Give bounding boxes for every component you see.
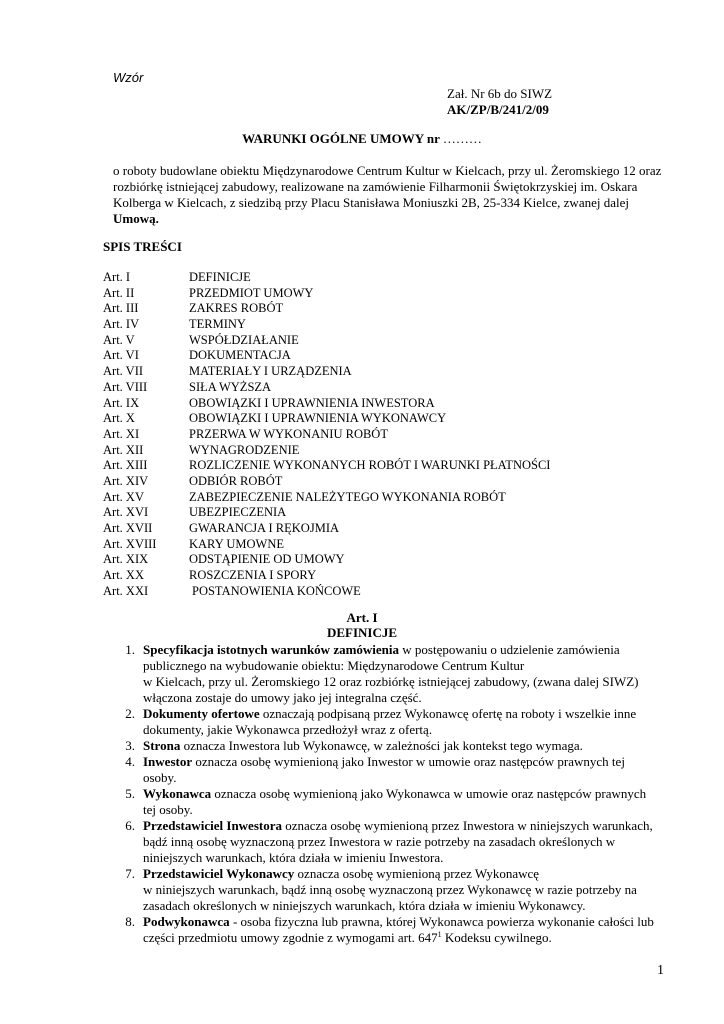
toc-item — [103, 537, 623, 553]
article-name: DEFINICJE — [326, 625, 398, 640]
definition-item — [113, 642, 658, 706]
toc-item-number: Art. X — [103, 411, 135, 426]
toc-item — [103, 443, 623, 459]
toc-item-title: SIŁA WYŻSZA — [189, 379, 272, 394]
toc-item — [103, 270, 623, 286]
definition-term: Przedstawiciel Wykonawcy — [143, 866, 295, 881]
toc-item-number: Art. XVIII — [103, 536, 157, 551]
toc-item-title: OBOWIĄZKI I UPRAWNIENIA WYKONAWCY — [189, 411, 447, 426]
toc-item — [103, 490, 623, 506]
toc-heading: SPIS TREŚCI — [103, 239, 182, 254]
toc-item-number: Art. XIII — [103, 458, 148, 473]
definition-text: oznacza Inwestora lub Wykonawcę, w zależności jak kontekst tego wymaga. — [180, 738, 583, 753]
intro-paragraph — [113, 163, 668, 227]
definition-item — [113, 866, 658, 914]
toc-item-title: ZAKRES ROBÓT — [189, 301, 284, 316]
definition-text: oznacza osobę wymienioną przez Inwestora w niniejszych warunkach, bądź inną osobę wyznaczoną przez Inwestora w razie potrzeby na zasadach określonych w niniejszych warunkach, która działa w imieniu Inwestora. — [143, 818, 653, 865]
definition-continuation: w Kielcach, przy ul. Żeromskiego 12 oraz rozbiórkę istniejącej zabudowy, (zwana dalej SIWZ) włączona zostaje do umowy jako jej integralna część. — [143, 674, 639, 705]
toc-item — [103, 364, 623, 380]
toc-item-number: Art. VIII — [103, 379, 148, 394]
page-number: 1 — [657, 963, 664, 978]
intro-text: o roboty budowlane obiektu Międzynarodowe Centrum Kultur w Kielcach, przy ul. Żeromskiego 12 oraz rozbiórkę istniejącej zabudowy, realizowane na zamówienie Filharmonii Świętokrzyskiej im. Oskara Kolberga w Kielcach, z siedzibą przy Placu Stanisława Moniuszki 2B, 25-334 Kielce, zwanej dalej — [113, 163, 662, 210]
toc-item-number: Art. XIV — [103, 473, 149, 488]
toc-item-title: ODSTĄPIENIE OD UMOWY — [189, 552, 345, 567]
toc-item — [103, 584, 623, 600]
toc-item-title: MATERIAŁY I URZĄDZENIA — [189, 364, 352, 379]
toc-item-title: DOKUMENTACJA — [189, 348, 291, 363]
definition-text: oznacza osobę wymienioną przez Wykonawcę — [294, 866, 540, 881]
toc-item-title: ZABEZPIECZENIE NALEŻYTEGO WYKONANIA ROBÓT — [189, 489, 506, 504]
definition-number: 5. — [125, 786, 135, 801]
toc-item — [103, 521, 623, 537]
toc-item-title: GWARANCJA I RĘKOJMIA — [189, 521, 340, 535]
title-text: WARUNKI OGÓLNE UMOWY nr — [242, 131, 440, 146]
definition-number: 1. — [125, 642, 135, 657]
toc-item-number: Art. XVII — [103, 521, 153, 535]
intro-bold: Umową. — [113, 211, 159, 226]
definition-item — [113, 818, 658, 866]
definition-item — [113, 706, 658, 738]
definition-text: oznacza osobę wymienioną jako Wykonawca w umowie oraz następców prawnych tej osoby. — [143, 786, 647, 817]
toc-item — [103, 568, 623, 584]
toc-item — [103, 458, 623, 474]
toc-item-number: Art. XIX — [103, 552, 149, 567]
toc-item-title: PRZERWA W WYKONANIU ROBÓT — [189, 426, 388, 441]
toc-item-title: WSPÓŁDZIAŁANIE — [189, 332, 299, 347]
toc-item-number: Art. III — [103, 301, 139, 316]
toc-item — [103, 427, 623, 443]
table-of-contents — [103, 270, 623, 599]
toc-item-title: KARY UMOWNE — [189, 536, 285, 551]
definition-item — [113, 786, 658, 818]
attachment-number: Zał. Nr 6b do SIWZ — [447, 86, 553, 101]
definition-number: 4. — [125, 754, 135, 769]
definition-continuation: w niniejszych warunkach, bądź inną osobę wyznaczoną przez Wykonawcę w razie potrzeby na zasadach określonych w niniejszych warunkach, która działa w imieniu Wykonawcy. — [143, 882, 637, 913]
toc-item — [103, 505, 623, 521]
definition-text: w postępowaniu o udzielenie zamówienia publicznego na wybudowanie obiektu: Międzynarodowe Centrum Kultur — [143, 642, 620, 673]
title-dots: ……… — [442, 131, 482, 146]
definition-term: Specyfikacja istotnych warunków zamówienia — [143, 642, 400, 657]
toc-item — [103, 301, 623, 317]
definition-item — [113, 754, 658, 786]
footnote-mark: 1 — [437, 930, 442, 939]
toc-item — [103, 317, 623, 333]
toc-item-number: Art. XVI — [103, 505, 149, 520]
toc-item-number: Art. I — [103, 270, 131, 284]
definition-number: 3. — [125, 738, 135, 753]
definition-term: Przedstawiciel Inwestora — [143, 818, 282, 833]
toc-item — [103, 286, 623, 302]
toc-item-title: DEFINICJE — [189, 270, 251, 284]
definition-item — [113, 914, 658, 946]
toc-item — [103, 552, 623, 568]
toc-item-number: Art. XV — [103, 489, 144, 504]
toc-item-title: WYNAGRODZENIE — [189, 442, 300, 457]
toc-item-title: ROZLICZENIE WYKONANYCH ROBÓT I WARUNKI PŁATNOŚCI — [189, 458, 551, 473]
toc-item-number: Art. VII — [103, 364, 144, 379]
toc-item-title: ODBIÓR ROBÓT — [189, 473, 283, 488]
template-label: Wzór — [113, 70, 144, 85]
toc-item-title: PRZEDMIOT UMOWY — [189, 285, 314, 300]
toc-item-number: Art. VI — [103, 348, 139, 363]
definition-text: oznaczają podpisaną przez Wykonawcę ofertę na roboty i wszelkie inne dokumenty, jakie Wykonawca przedłożył wraz z ofertą. — [143, 706, 637, 737]
definition-number: 7. — [125, 866, 135, 881]
toc-item-number: Art. XXI — [103, 583, 149, 598]
definition-text: - osoba fizyczna lub prawna, której Wykonawca powierza wykonanie całości lub części przedmiotu umowy zgodnie z wymogami art. 647 — [143, 914, 654, 945]
toc-item — [103, 474, 623, 490]
toc-item-number: Art. IX — [103, 395, 140, 410]
toc-item — [103, 333, 623, 349]
toc-item — [103, 411, 623, 427]
toc-item-number: Art. V — [103, 332, 135, 347]
definition-term: Podwykonawca — [143, 914, 230, 929]
toc-item-title: TERMINY — [189, 317, 246, 332]
definition-text: oznacza osobę wymienioną jako Inwestor w umowie oraz następców prawnych tej osoby. — [143, 754, 625, 785]
toc-item-number: Art. IV — [103, 317, 140, 332]
toc-item — [103, 380, 623, 396]
definition-term: Inwestor — [143, 754, 193, 769]
toc-item-number: Art. XI — [103, 426, 140, 441]
definitions-list — [113, 642, 658, 946]
definition-number: 6. — [125, 818, 135, 833]
toc-item-number: Art. II — [103, 285, 135, 300]
definition-tail: Kodeksu cywilnego. — [441, 930, 552, 945]
toc-item — [103, 396, 623, 412]
definition-term: Wykonawca — [143, 786, 212, 801]
toc-item-number: Art. XX — [103, 568, 144, 583]
document-title — [0, 131, 724, 147]
article-number: Art. I — [346, 610, 378, 625]
definition-number: 2. — [125, 706, 135, 721]
toc-item-title: UBEZPIECZENIA — [189, 505, 287, 520]
toc-item — [103, 348, 623, 364]
definition-number: 8. — [125, 914, 135, 929]
definition-term: Strona — [143, 738, 181, 753]
toc-item-title: POSTANOWIENIA KOŃCOWE — [192, 583, 361, 598]
reference-number: AK/ZP/B/241/2/09 — [447, 102, 549, 117]
toc-item-number: Art. XII — [103, 442, 144, 457]
toc-item-title: ROSZCZENIA I SPORY — [189, 568, 317, 583]
definition-item — [113, 738, 658, 754]
definition-term: Dokumenty ofertowe — [143, 706, 260, 721]
toc-item-title: OBOWIĄZKI I UPRAWNIENIA INWESTORA — [189, 395, 435, 410]
